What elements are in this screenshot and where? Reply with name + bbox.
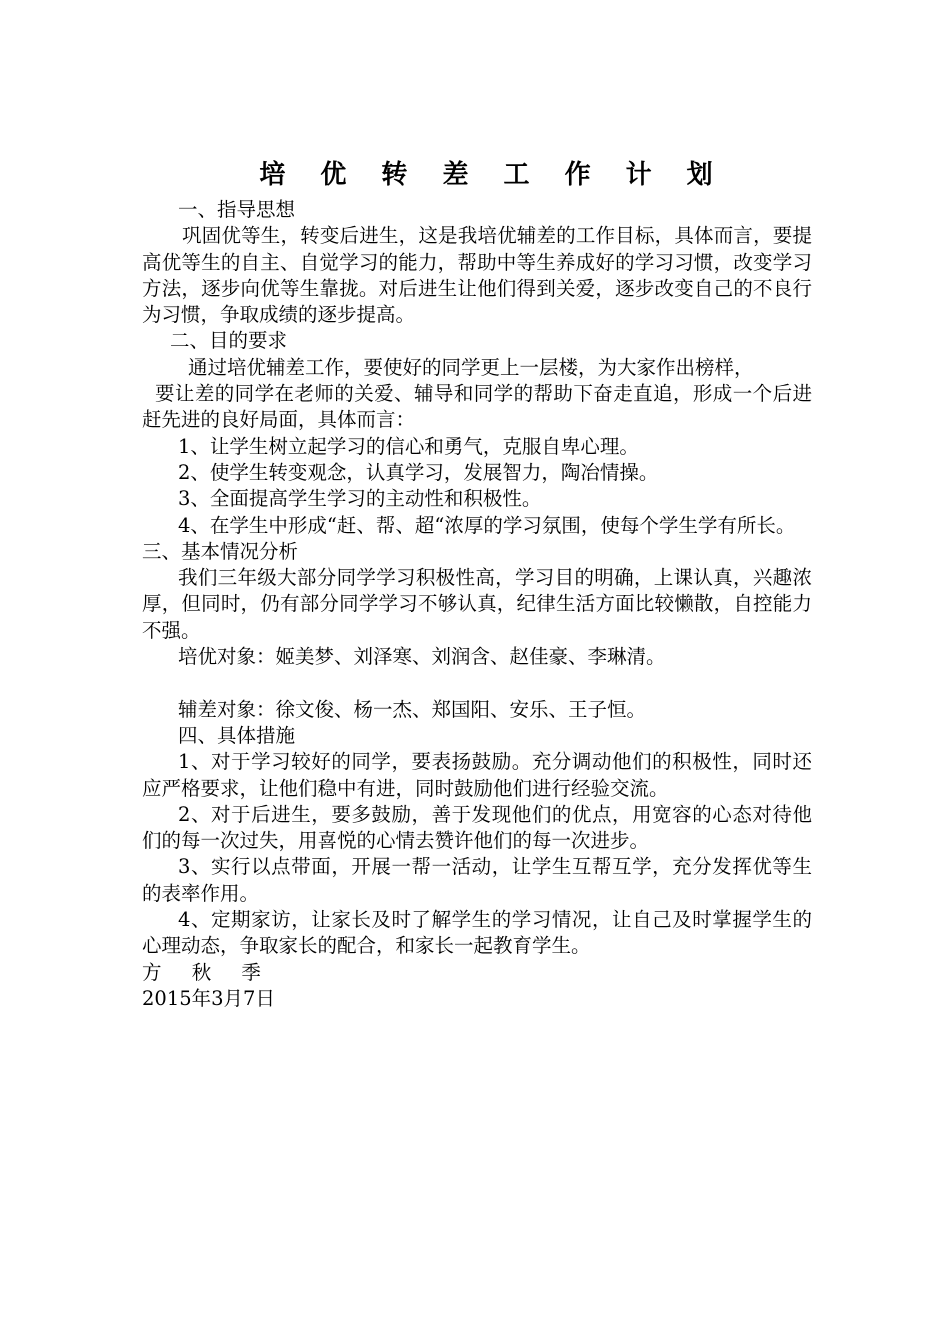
measure-item-2: 2、对于后进生，要多鼓励，善于发现他们的优点，用宽容的心态对待他们的每一次过失，用喜悦的心情去赞许他们的每一次进步。 bbox=[142, 802, 812, 853]
signature-date: 2015年3月7日 bbox=[142, 986, 275, 1010]
measure-item-1: 1、对于学习较好的同学，要表扬鼓励。充分调动他们的积极性，同时还应严格要求，让他们稳中有进，同时鼓励他们进行经验交流。 bbox=[142, 750, 812, 800]
signature-name: 方 秋 季 bbox=[142, 960, 273, 984]
blank-line bbox=[142, 670, 812, 696]
goal-item-4: 4、在学生中形成“赶、帮、超“浓厚的学习氛围，使每个学生学有所长。 bbox=[178, 513, 796, 537]
goal-item-1: 1、让学生树立起学习的信心和勇气，克服自卑心理。 bbox=[178, 434, 639, 458]
section-heading-situation: 三、基本情况分析 bbox=[142, 539, 299, 563]
support-students-list: 辅差对象：徐文俊、杨一杰、郑国阳、安乐、王子恒。 bbox=[178, 697, 647, 721]
paragraph-guiding-thought: 巩固优等生，转变后进生，这是我培优辅差的工作目标，具体而言，要提高优等生的自主、自觉学习的能力，帮助中等生养成好的学习习惯，改变学习方法，逐步向优等生靠拢。对后进生让他们得到关爱，逐步改变自己的不良行为习惯，争取成绩的逐步提高。 bbox=[142, 224, 812, 327]
page-title: 培 优 转 差 工 作 计 划 bbox=[259, 160, 726, 190]
paragraph-goals-line-2: 要让差的同学在老师的关爱、辅导和同学的帮助下奋走直追，形成一个后进赶先进的良好局面，具体而言： bbox=[142, 382, 812, 432]
section-heading-guiding-thought: 一、指导思想 bbox=[178, 198, 296, 221]
goal-item-2: 2、使学生转变观念，认真学习，发展智力，陶冶情操。 bbox=[178, 460, 659, 484]
measure-item-3: 3、实行以点带面，开展一帮一活动，让学生互帮互学，充分发挥优等生的表率作用。 bbox=[142, 855, 812, 905]
measure-item-4: 4、定期家访，让家长及时了解学生的学习情况，让自己及时掌握学生的心理动态，争取家长的配合，和家长一起教育学生。 bbox=[142, 908, 812, 958]
section-heading-goals: 二、目的要求 bbox=[170, 329, 288, 353]
section-heading-measures: 四、具体措施 bbox=[178, 723, 296, 747]
paragraph-situation: 我们三年级大部分同学学习积极性高，学习目的明确，上课认真，兴趣浓厚，但同时，仍有部分同学学习不够认真，纪律生活方面比较懒散，自控能力不强。 bbox=[142, 566, 812, 642]
top-students-list: 培优对象：姬美梦、刘泽寒、刘润含、赵佳豪、李琳清。 bbox=[178, 645, 666, 669]
document-body bbox=[142, 197, 812, 1012]
goal-item-3: 3、全面提高学生学习的主动性和积极性。 bbox=[178, 487, 542, 511]
paragraph-goals-line-1: 通过培优辅差工作，要使好的同学更上一层楼，为大家作出榜样， bbox=[188, 355, 754, 379]
